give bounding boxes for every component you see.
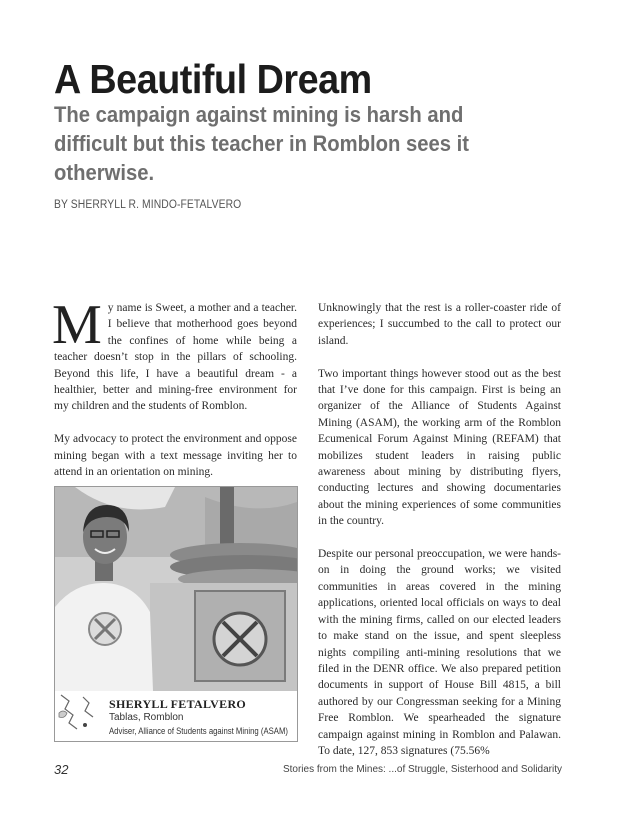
paragraph [52, 294, 297, 415]
paragraph: Unknowingly that the rest is a roller-coaster ride of experiences; I succumbed to the call to protect our island. [318, 302, 561, 347]
drop-cap: M [52, 294, 102, 356]
article-subtitle: The campaign against mining is harsh and difficult but this teacher in Romblon sees it otherwise. [54, 102, 469, 185]
left-column [52, 294, 297, 497]
paragraph: Two important things however stood out as the best that I’ve done for this campaign. First is being an organizer of the Alliance of Students Against Mining (ASAM), the working arm of the Romblon Ecumenical Forum Against Mining (REFAM) that mobilizes student leaders in raising public awareness about mining by distributing flyers, conducting lectures and showing documentaries about the mining experiences of some communities in the country. [318, 367, 561, 528]
page-number: 32 [54, 762, 69, 777]
caption-place: Tablas, Romblon [109, 712, 184, 723]
portrait-photo [54, 486, 298, 742]
paragraph: Despite our personal preoccupation, we were hands-on in doing the ground works; we visited communities in areas covered in the mining applications, oriented local officials on ways to deal with the mining firms, called on our elected leaders to make stand on the issue, and spent sleepless nights compiling anti-mining resolutions that we filed in the DENR office. We also prepared petition documents in support of House Bill 4815, a bill authored by our Congressman seeking for a Mining Free Romblon. We spearheaded the signature campaign against mining in Romblon and Palawan. To date, 127, 853 signatures (75.56% [318, 548, 561, 757]
article-title: A Beautiful Dream [54, 56, 372, 102]
caption-name: SHERYLL FETALVERO [109, 697, 247, 711]
right-column [318, 300, 561, 776]
caption-role: Adviser, Alliance of Students against Mining (ASAM) [109, 726, 288, 736]
running-footer: Stories from the Mines: ...of Struggle, Sisterhood and Solidarity [282, 764, 562, 775]
photo-illustration [55, 487, 297, 691]
paragraph-text: y name is Sweet, a mother and a teacher. I believe that motherhood goes beyond the confines of home while being a teacher doesn’t stop in the pillars of schooling. Beyond this life, I have a beautiful dream - a healthier, better and mining-free environment for my children and the students of Romblon. [54, 302, 297, 413]
photo-caption [55, 691, 297, 741]
paragraph: My advocacy to protect the environment and oppose mining began with a text message inviting her to attend in an orientation on mining. [54, 433, 297, 479]
byline: BY SHERRYLL R. MINDO-FETALVERO [54, 199, 242, 211]
map-icon [55, 691, 99, 733]
